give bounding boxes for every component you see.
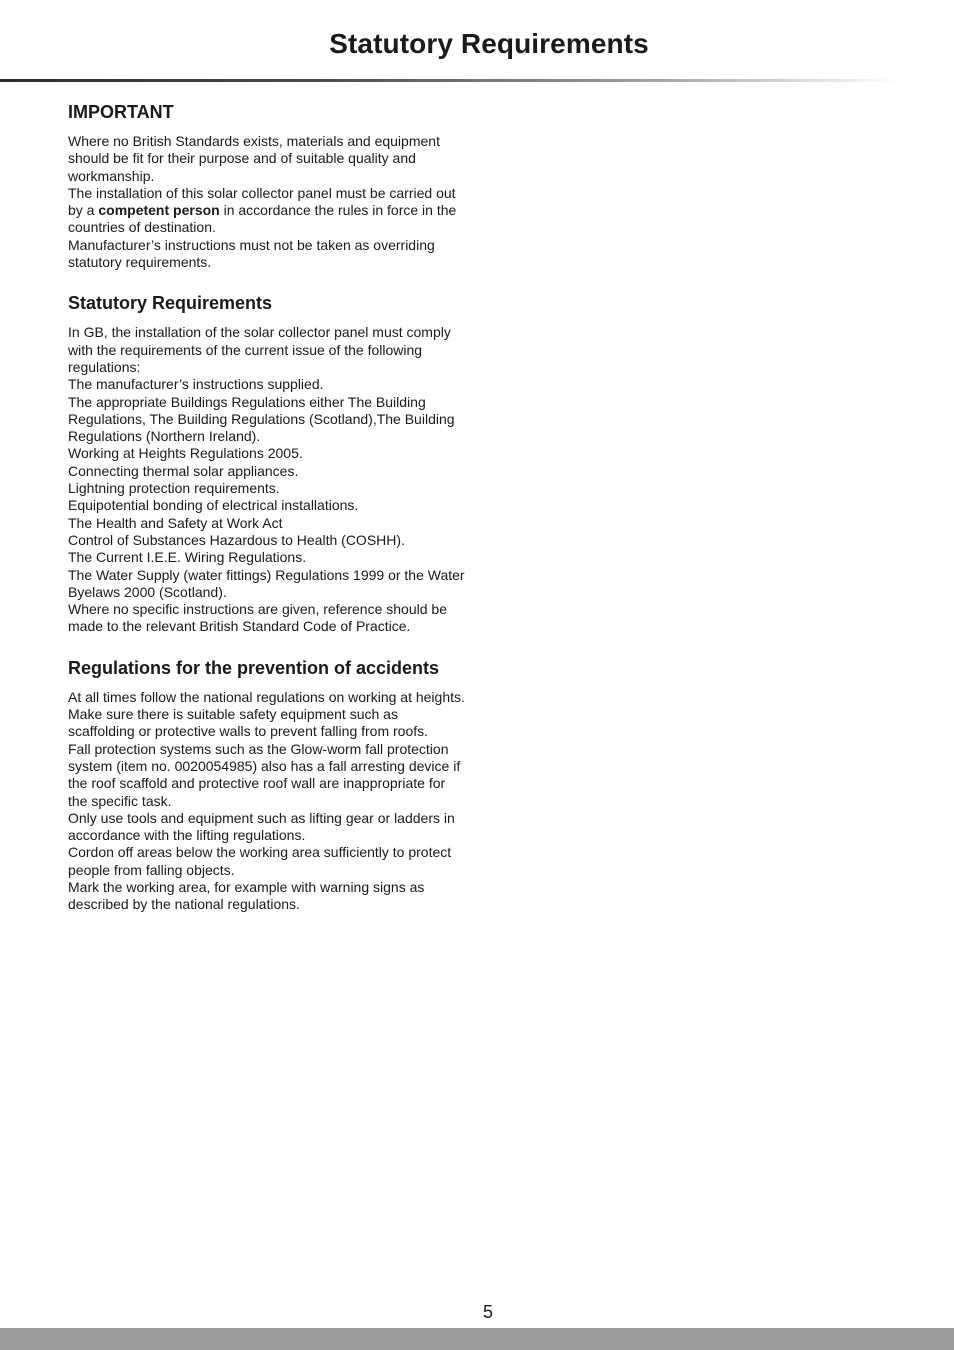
section-accident-prevention (68, 657, 468, 914)
emphasis-competent-person: competent person (98, 202, 220, 219)
paragraph-text: The installation of this solar collector panel must be carried out by a (68, 184, 456, 219)
section-important (68, 101, 468, 271)
paragraph: At all times follow the national regulations on working at heights. (68, 688, 465, 705)
paragraph: Connecting thermal solar appliances. (68, 462, 299, 479)
paragraph: Manufacturer’s instructions must not be taken as overriding statutory requirements. (68, 236, 435, 271)
paragraph: The appropriate Buildings Regulations either The Building Regulations, The Building Regulations (Scotland),The Building Regulations (Northern Ireland). (68, 393, 455, 445)
paragraph: Lightning protection requirements. (68, 480, 280, 497)
paragraph: Cordon off areas below the working area sufficiently to protect people from falling objects. (68, 844, 452, 878)
main-content (68, 101, 468, 935)
paragraph: Equipotential bonding of electrical installations. (68, 497, 359, 514)
paragraph-text: in accordance the rules in force in the countries of destination. (68, 202, 457, 236)
paragraph: Working at Heights Regulations 2005. (68, 445, 303, 462)
section-statutory-requirements (68, 292, 468, 635)
footer-bar (0, 1328, 954, 1350)
paragraph: The manufacturer’s instructions supplied. (68, 376, 324, 393)
paragraph: The Health and Safety at Work Act (68, 514, 283, 531)
paragraph: Mark the working area, for example with warning signs as described by the national regulations. (68, 878, 425, 913)
paragraph: The Current I.E.E. Wiring Regulations. (68, 549, 307, 566)
title-divider (0, 79, 900, 82)
paragraph: Make sure there is suitable safety equipment such as scaffolding or protective walls to prevent falling from roofs. (68, 706, 429, 740)
section-heading: Statutory Requirements (68, 293, 273, 314)
paragraph: Only use tools and equipment such as lifting gear or ladders in accordance with the lifting regulations. (68, 809, 455, 844)
section-heading: IMPORTANT (68, 102, 174, 122)
paragraph: Where no specific instructions are given, reference should be made to the relevant British Standard Code of Practice. (68, 601, 447, 635)
paragraph: The Water Supply (water fittings) Regulations 1999 or the Water Byelaws 2000 (Scotland). (68, 566, 465, 600)
page-number: 5 (482, 1302, 493, 1322)
paragraph-competent-person (68, 185, 468, 237)
paragraph: Control of Substances Hazardous to Health (COSHH). (68, 531, 405, 548)
section-heading: Regulations for the prevention of accidents (68, 657, 440, 678)
paragraph: Fall protection systems such as the Glow-worm fall protection system (item no. 0020054985) also has a fall arresting device if the roof scaffold and protective roof wall are inappropriate for the specific task. (68, 740, 461, 809)
paragraph: Where no British Standards exists, materials and equipment should be fit for their purpose and of suitable quality and workmanship. (68, 133, 440, 184)
paragraph: In GB, the installation of the solar collector panel must comply with the requirements of the current issue of the following regulations: (68, 324, 451, 375)
page-title: Statutory Requirements (329, 28, 649, 59)
